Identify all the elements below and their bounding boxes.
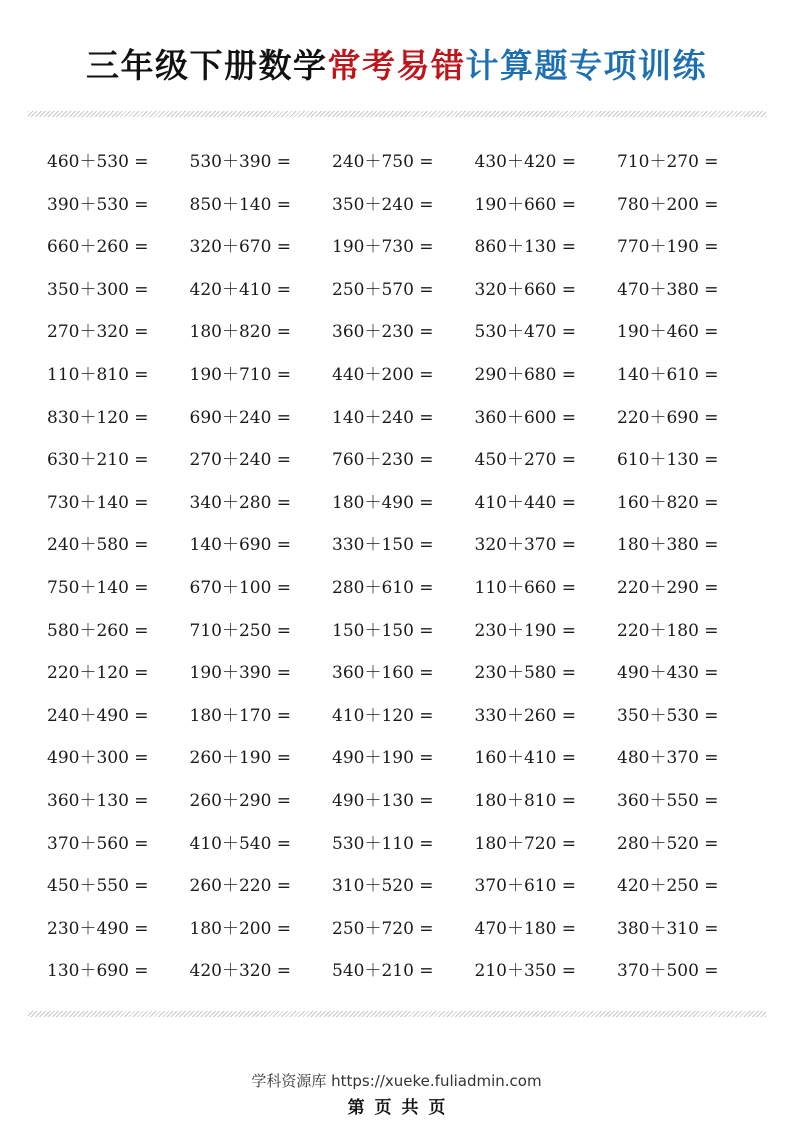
title-part-training: 计算题专项训练 [465, 46, 707, 85]
problem-item: 430＋420 = [474, 152, 577, 172]
problem-item: 180＋170 = [189, 705, 292, 726]
problem-item: 410＋440 = [474, 492, 577, 513]
problem-item: 360＋160 = [332, 663, 434, 684]
bottom-divider [28, 1011, 766, 1017]
problem-grid [47, 143, 760, 995]
problem-item: 370＋610 = [474, 876, 577, 897]
footer-site: 学科资源库 https://xueke.fuliadmin.com [251, 1072, 542, 1090]
problem-item: 450＋270 = [474, 450, 577, 471]
problem-item: 180＋380 = [617, 535, 719, 556]
problem-item: 860＋130 = [474, 237, 577, 258]
problem-item: 670＋100 = [189, 577, 292, 598]
problem-item: 380＋310 = [617, 918, 719, 939]
problem-item: 460＋530 = [47, 152, 149, 172]
problem-item: 710＋270 = [617, 152, 719, 172]
problem-item: 260＋190 = [189, 748, 292, 769]
problem-item: 410＋540 = [189, 833, 292, 854]
problem-item: 420＋320 = [189, 961, 292, 982]
problem-item: 320＋660 = [474, 279, 577, 300]
problem-item: 410＋120 = [332, 705, 434, 726]
problem-item: 220＋690 = [617, 407, 719, 428]
problem-item: 440＋200 = [332, 364, 434, 385]
problem-item: 240＋750 = [332, 152, 434, 172]
problem-item: 290＋680 = [474, 364, 577, 385]
problem-item: 110＋810 = [47, 364, 149, 385]
problem-item: 330＋150 = [332, 535, 434, 556]
problem-item: 760＋230 = [332, 450, 434, 471]
problem-item: 490＋430 = [617, 663, 719, 684]
problem-item: 470＋180 = [474, 918, 577, 939]
problem-item: 280＋610 = [332, 577, 434, 598]
problem-item: 360＋550 = [617, 790, 719, 811]
problem-item: 230＋580 = [474, 663, 577, 684]
problem-item: 320＋370 = [474, 535, 577, 556]
problem-item: 160＋410 = [474, 748, 577, 769]
problem-item: 260＋220 = [189, 876, 292, 897]
problem-item: 420＋410 = [189, 279, 292, 300]
problem-item: 390＋530 = [47, 194, 149, 215]
problem-item: 610＋130 = [617, 450, 719, 471]
problem-item: 710＋250 = [189, 620, 292, 641]
problem-item: 130＋690 = [47, 961, 149, 982]
problem-item: 730＋140 = [47, 492, 149, 513]
problem-item: 270＋240 = [189, 450, 292, 471]
problem-item: 190＋460 = [617, 322, 719, 343]
problem-item: 530＋470 = [474, 322, 577, 343]
problem-item: 470＋380 = [617, 279, 719, 300]
problem-item: 230＋490 = [47, 918, 149, 939]
problem-item: 770＋190 = [617, 237, 719, 258]
problem-item: 850＋140 = [189, 194, 292, 215]
problem-item: 140＋690 = [189, 535, 292, 556]
problem-item: 240＋490 = [47, 705, 149, 726]
problem-item: 220＋290 = [617, 577, 719, 598]
problem-item: 240＋580 = [47, 535, 149, 556]
problem-item: 490＋190 = [332, 748, 434, 769]
problem-item: 350＋240 = [332, 194, 434, 215]
footer-page-number: 第 页 共 页 [347, 1098, 446, 1118]
problem-item: 340＋280 = [189, 492, 292, 513]
problem-item: 180＋490 = [332, 492, 434, 513]
problem-item: 630＋210 = [47, 450, 149, 471]
problem-item: 660＋260 = [47, 237, 149, 258]
problem-item: 370＋560 = [47, 833, 149, 854]
problem-item: 260＋290 = [189, 790, 292, 811]
problem-item: 350＋530 = [617, 705, 719, 726]
problem-item: 190＋390 = [189, 663, 292, 684]
problem-item: 220＋120 = [47, 663, 149, 684]
problem-item: 180＋820 = [189, 322, 292, 343]
title-part-error-prone: 常考易错 [327, 46, 466, 85]
problem-item: 140＋610 = [617, 364, 719, 385]
problem-item: 690＋240 = [189, 407, 292, 428]
problem-item: 540＋210 = [332, 961, 434, 982]
problem-item: 230＋190 = [474, 620, 577, 641]
top-divider [28, 111, 766, 117]
problem-item: 310＋520 = [332, 876, 434, 897]
problem-item: 490＋300 = [47, 748, 149, 769]
problem-item: 320＋670 = [189, 237, 292, 258]
problem-item: 190＋730 = [332, 237, 434, 258]
problem-item: 180＋810 = [474, 790, 577, 811]
problem-item: 250＋720 = [332, 918, 434, 939]
problem-item: 360＋230 = [332, 322, 434, 343]
problem-item: 490＋130 = [332, 790, 434, 811]
problem-item: 420＋250 = [617, 876, 719, 897]
problem-item: 360＋130 = [47, 790, 149, 811]
problem-item: 350＋300 = [47, 279, 149, 300]
problem-item: 150＋150 = [332, 620, 434, 641]
problem-item: 180＋720 = [474, 833, 577, 854]
problem-item: 450＋550 = [47, 876, 149, 897]
problem-item: 750＋140 = [47, 577, 149, 598]
problem-item: 180＋200 = [189, 918, 292, 939]
problem-item: 160＋820 = [617, 492, 719, 513]
problem-item: 110＋660 = [474, 577, 577, 598]
problem-item: 370＋500 = [617, 961, 719, 982]
problem-item: 220＋180 = [617, 620, 719, 641]
problem-item: 210＋350 = [474, 961, 577, 982]
problem-item: 580＋260 = [47, 620, 149, 641]
problem-item: 190＋660 = [474, 194, 577, 215]
problem-item: 530＋110 = [332, 833, 434, 854]
problem-item: 330＋260 = [474, 705, 577, 726]
title-part-grade: 三年级下册数学 [86, 46, 328, 85]
problem-item: 280＋520 = [617, 833, 719, 854]
problem-item: 190＋710 = [189, 364, 292, 385]
problem-item: 360＋600 = [474, 407, 577, 428]
problem-item: 250＋570 = [332, 279, 434, 300]
problem-item: 140＋240 = [332, 407, 434, 428]
problem-item: 780＋200 = [617, 194, 719, 215]
problem-item: 530＋390 = [189, 152, 292, 172]
problem-item: 270＋320 = [47, 322, 149, 343]
problem-item: 830＋120 = [47, 407, 149, 428]
problem-item: 480＋370 = [617, 748, 719, 769]
page-title [0, 40, 793, 87]
